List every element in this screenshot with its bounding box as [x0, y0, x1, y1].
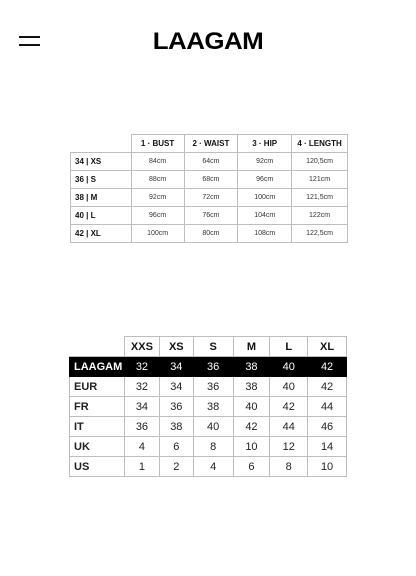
table-cell: 2	[159, 457, 193, 477]
table-cell: 122,5cm	[292, 225, 348, 243]
table-cell: 92cm	[131, 189, 184, 207]
table-cell: 34	[159, 377, 193, 397]
table-cell: 38	[193, 397, 233, 417]
table-cell: 100cm	[238, 189, 292, 207]
table-cell: 36	[193, 357, 233, 377]
column-header-size: S	[193, 337, 233, 357]
table-cell: 38	[159, 417, 193, 437]
table-cell: 44	[270, 417, 308, 437]
column-header-bust: 1 · BUST	[131, 135, 184, 153]
row-label: IT	[70, 417, 125, 437]
table-cell: 100cm	[131, 225, 184, 243]
table-cell: 14	[308, 437, 347, 457]
table-cell: 4	[124, 437, 159, 457]
table-cell: 38	[233, 377, 270, 397]
table-corner	[71, 135, 132, 153]
measurements-header-row	[71, 135, 348, 153]
table-row	[70, 377, 347, 397]
table-cell: 36	[159, 397, 193, 417]
measurements-table	[70, 134, 348, 243]
table-cell: 36	[193, 377, 233, 397]
table-cell: 96cm	[238, 171, 292, 189]
table-cell: 34	[159, 357, 193, 377]
table-cell: 40	[270, 357, 308, 377]
row-label: LAAGAM	[70, 357, 125, 377]
table-row	[70, 457, 347, 477]
column-header-waist: 2 · WAIST	[184, 135, 238, 153]
table-cell: 92cm	[238, 153, 292, 171]
table-cell: 96cm	[131, 207, 184, 225]
table-row	[70, 397, 347, 417]
table-corner	[70, 337, 125, 357]
column-header-size: XS	[159, 337, 193, 357]
table-cell: 12	[270, 437, 308, 457]
table-cell: 88cm	[131, 171, 184, 189]
table-cell: 36	[124, 417, 159, 437]
column-header-size: XXS	[124, 337, 159, 357]
table-cell: 32	[124, 377, 159, 397]
row-label: 42 | XL	[71, 225, 132, 243]
table-row-highlighted	[70, 357, 347, 377]
table-cell: 108cm	[238, 225, 292, 243]
table-row	[71, 207, 348, 225]
row-label: 38 | M	[71, 189, 132, 207]
table-cell: 76cm	[184, 207, 238, 225]
table-cell: 40	[270, 377, 308, 397]
table-row	[71, 189, 348, 207]
table-cell: 84cm	[131, 153, 184, 171]
table-cell: 42	[270, 397, 308, 417]
table-row	[71, 225, 348, 243]
table-cell: 46	[308, 417, 347, 437]
table-cell: 10	[308, 457, 347, 477]
table-cell: 42	[233, 417, 270, 437]
column-header-size: XL	[308, 337, 347, 357]
column-header-size: M	[233, 337, 270, 357]
column-header-hip: 3 · HIP	[238, 135, 292, 153]
table-cell: 121cm	[292, 171, 348, 189]
table-cell: 6	[233, 457, 270, 477]
table-cell: 8	[193, 437, 233, 457]
row-label: US	[70, 457, 125, 477]
brand-logo[interactable]: LAAGAM	[152, 28, 264, 55]
table-cell: 68cm	[184, 171, 238, 189]
table-cell: 122cm	[292, 207, 348, 225]
table-cell: 42	[308, 357, 347, 377]
conversion-header-row	[70, 337, 347, 357]
table-cell: 6	[159, 437, 193, 457]
row-label: 36 | S	[71, 171, 132, 189]
table-cell: 38	[233, 357, 270, 377]
table-row	[71, 171, 348, 189]
table-cell: 34	[124, 397, 159, 417]
table-cell: 8	[270, 457, 308, 477]
table-row	[70, 417, 347, 437]
table-cell: 1	[124, 457, 159, 477]
table-cell: 42	[308, 377, 347, 397]
table-cell: 32	[124, 357, 159, 377]
row-label: EUR	[70, 377, 125, 397]
table-cell: 72cm	[184, 189, 238, 207]
size-conversion-table	[69, 336, 347, 477]
table-cell: 40	[193, 417, 233, 437]
row-label: 40 | L	[71, 207, 132, 225]
column-header-length: 4 · LENGTH	[292, 135, 348, 153]
column-header-size: L	[270, 337, 308, 357]
row-label: 34 | XS	[71, 153, 132, 171]
table-cell: 120,5cm	[292, 153, 348, 171]
table-cell: 64cm	[184, 153, 238, 171]
table-cell: 44	[308, 397, 347, 417]
table-cell: 4	[193, 457, 233, 477]
table-cell: 121,5cm	[292, 189, 348, 207]
table-cell: 40	[233, 397, 270, 417]
row-label: FR	[70, 397, 125, 417]
row-label: UK	[70, 437, 125, 457]
table-row	[71, 153, 348, 171]
table-cell: 104cm	[238, 207, 292, 225]
table-row	[70, 437, 347, 457]
table-cell: 10	[233, 437, 270, 457]
table-cell: 80cm	[184, 225, 238, 243]
